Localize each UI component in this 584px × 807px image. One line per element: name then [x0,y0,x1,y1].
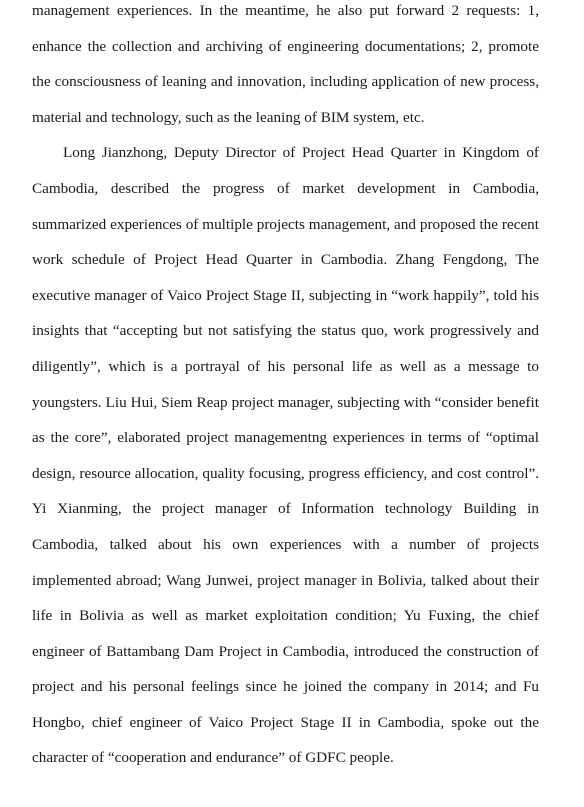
document-page [32,0,539,776]
paragraph-continued: management experiences. In the meantime, he also put forward 2 requests: 1, enhance the collection and archiving of engineering documentations; 2, promote the consciousness of leaning and innovation, including application of new process, material and technology, such as the leaning of BIM system, etc. [32,2,539,126]
paragraph-speeches: Long Jianzhong, Deputy Director of Project Head Quarter in Kingdom of Cambodia, described the progress of market development in Cambodia, summarized experiences of multiple projects management, and proposed the recent work schedule of Project Head Quarter in Cambodia. Zhang Fengdong, The executive manager of Vaico Project Stage II, subjecting in “work happily”, told his insights that “accepting but not satisfying the status quo, work progressively and diligently”, which is a portrayal of his personal life as well as a message to youngsters. Liu Hui, Siem Reap project manager, subjecting with “consider benefit as the core”, elaborated project managementng experiences in terms of “optimal design, resource allocation, quality focusing, progress efficiency, and cost control”. Yi Xianming, the project manager of Information technology Building in Cambodia, talked about his own experiences with a number of projects implemented abroad; Wang Junwei, project manager in Bolivia, talked about their life in Bolivia as well as market exploitation condition; Yu Fuxing, the chief engineer of Battambang Dam Project in Cambodia, introduced the construction of project and his personal feelings since he joined the company in 2014; and Fu Hongbo, chief engineer of Vaico Project Stage II in Cambodia, spoke out the character of “cooperation and endurance” of GDFC people. [32,144,539,767]
